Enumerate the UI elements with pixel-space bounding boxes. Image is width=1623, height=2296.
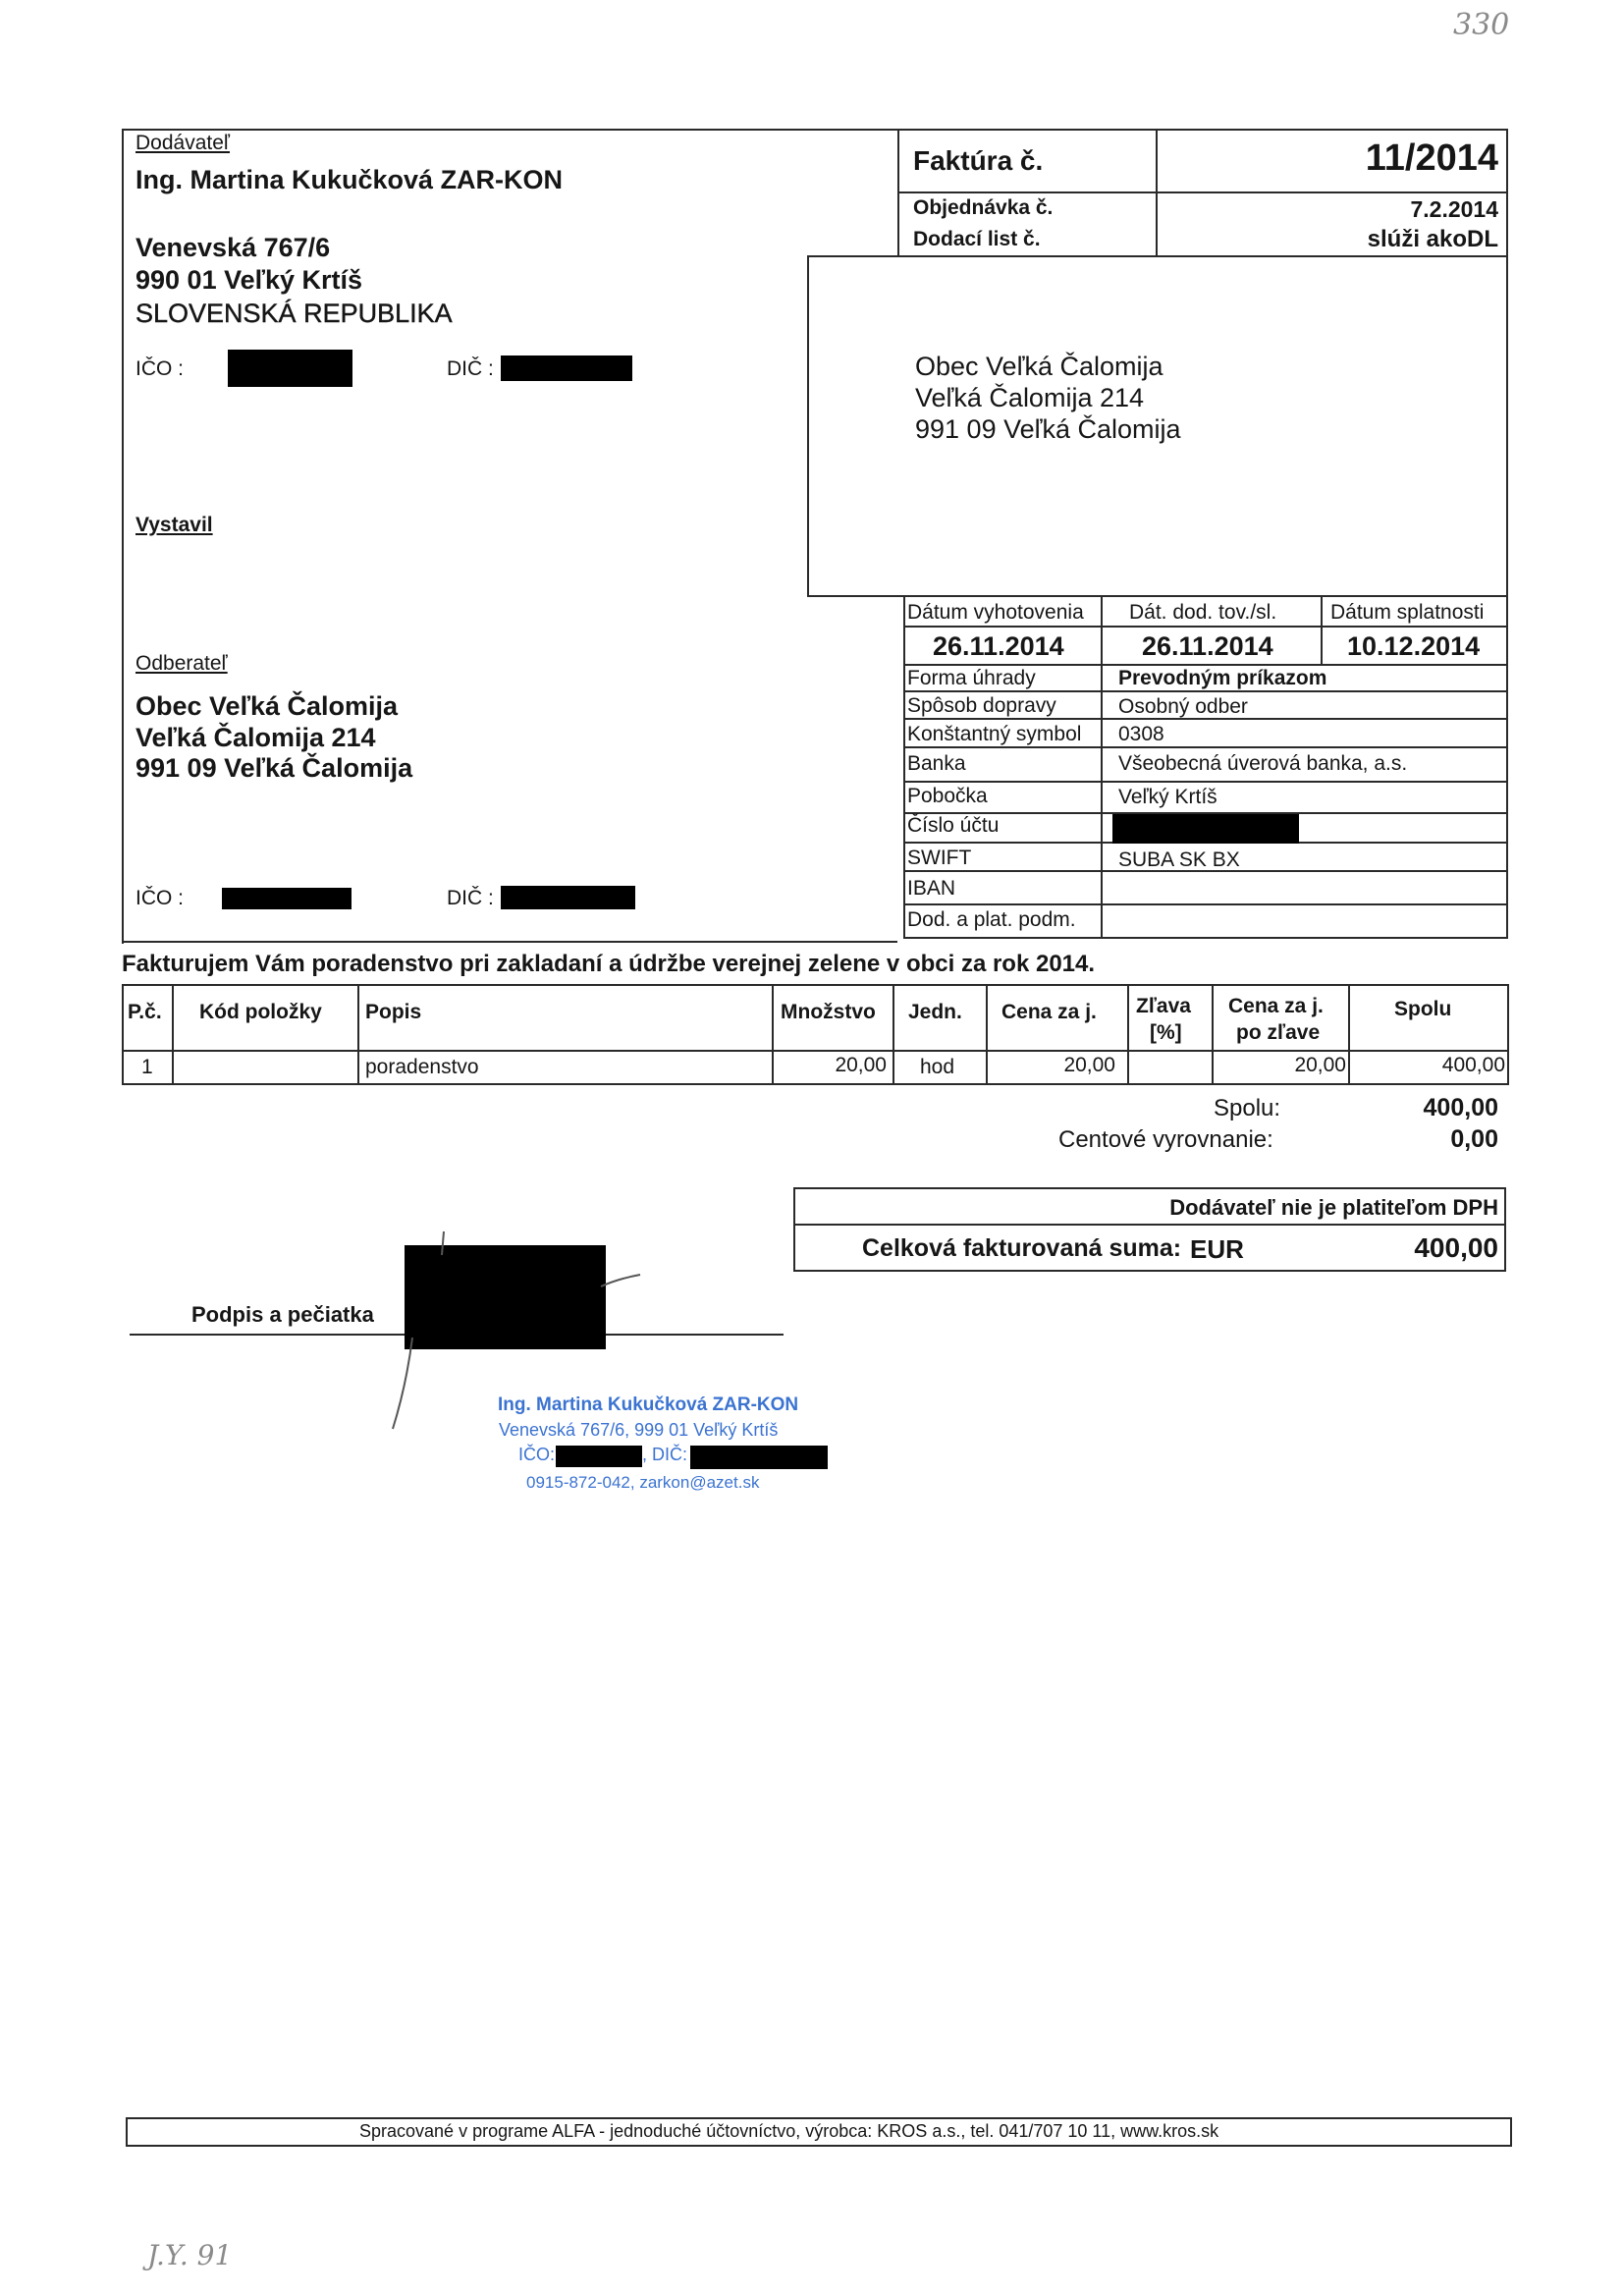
rounding-label: Centové vyrovnanie:: [1058, 1126, 1273, 1153]
invoice-intro-text: Fakturujem Vám poradenstvo pri zakladaní a údržbe verejnej zelene v obci za rok 2014.: [122, 951, 1096, 977]
row-price: 20,00: [1063, 1054, 1115, 1076]
customer-heading: Odberateľ: [135, 652, 228, 675]
branch-value: Veľký Krtíš: [1118, 786, 1217, 808]
recipient-line-1: Obec Veľká Čalomija: [915, 352, 1163, 381]
recipient-line-3: 991 09 Veľká Čalomija: [915, 414, 1181, 444]
signature-label: Podpis a pečiatka: [191, 1302, 374, 1327]
col-header-price-after: Cena za j.: [1228, 995, 1324, 1017]
customer-line-3: 991 09 Veľká Čalomija: [135, 753, 413, 783]
total-currency: EUR: [1190, 1234, 1244, 1264]
bank-label: Banka: [907, 752, 966, 775]
footer-box: [126, 2117, 1512, 2147]
row-price-after: 20,00: [1294, 1054, 1346, 1076]
customer-line-1: Obec Veľká Čalomija: [135, 691, 399, 721]
swift-label: SWIFT: [907, 847, 972, 869]
vat-note: Dodávateľ nie je platiteľom DPH: [1169, 1195, 1498, 1220]
due-date-label: Dátum splatnosti: [1330, 601, 1485, 624]
invoice-title-label: Faktúra č.: [913, 145, 1044, 176]
branch-label: Pobočka: [907, 785, 988, 807]
col-header-desc: Popis: [365, 1001, 422, 1023]
supplier-name: Ing. Martina Kukučková ZAR-KON: [135, 165, 564, 194]
transport-value: Osobný odber: [1118, 695, 1248, 718]
col-header-unit: Jedn.: [908, 1001, 962, 1023]
customer-ico-label: IČO :: [135, 887, 185, 909]
account-number-redaction: [1112, 814, 1299, 844]
payment-form-value: Prevodným príkazom: [1118, 667, 1327, 689]
stamp-line-1: Ing. Martina Kukučková ZAR-KON: [498, 1394, 799, 1415]
terms-label: Dod. a plat. podm.: [907, 908, 1076, 931]
customer-dic-redaction: [501, 886, 635, 909]
delivery-note-label: Dodací list č.: [913, 228, 1041, 250]
supplier-street: Venevská 767/6: [135, 233, 331, 262]
stamp-ico-label: IČO:: [518, 1445, 556, 1464]
summary-box: [793, 1187, 1506, 1272]
account-number-label: Číslo účtu: [907, 814, 1000, 837]
col-header-price: Cena za j.: [1001, 1001, 1097, 1023]
issued-by-label: Vystavil: [135, 514, 213, 536]
constant-symbol-value: 0308: [1118, 723, 1164, 745]
issue-date-label: Dátum vyhotovenia: [907, 601, 1084, 624]
total-amount-label: Celková fakturovaná suma:: [862, 1234, 1182, 1262]
stamp-dic-redaction: [690, 1446, 828, 1469]
swift-value: SUBA SK BX: [1118, 848, 1240, 871]
delivery-date-value: 26.11.2014: [1142, 631, 1273, 661]
row-desc: poradenstvo: [365, 1056, 479, 1078]
stamp-dic-label: , DIČ:: [642, 1445, 688, 1464]
supplier-dic-label: DIČ :: [447, 357, 494, 380]
invoice-number: 11/2014: [1365, 137, 1498, 179]
row-unit: hod: [920, 1056, 955, 1078]
constant-symbol-label: Konštantný symbol: [907, 723, 1082, 745]
handwritten-page-number: 330: [1453, 8, 1510, 42]
delivery-note-value: slúži akoDL: [1367, 226, 1498, 252]
sum-label: Spolu:: [1214, 1095, 1281, 1121]
stamp-ico-redaction: [556, 1446, 642, 1467]
supplier-dic-redaction: [501, 355, 632, 381]
col-header-qty: Množstvo: [781, 1001, 876, 1023]
total-amount-value: 400,00: [1414, 1232, 1498, 1263]
stamp-line-2: Venevská 767/6, 999 01 Veľký Krtíš: [499, 1420, 779, 1440]
supplier-ico-label: IČO :: [135, 357, 185, 380]
footer-text: Spracované v programe ALFA - jednoduché účtovníctvo, výrobca: KROS a.s., tel. 041/707 10 11, www.kros.sk: [359, 2121, 1219, 2141]
col-header-pc: P.č.: [128, 1001, 162, 1023]
customer-ico-redaction: [222, 888, 352, 909]
recipient-address-box: [807, 255, 1508, 597]
col-header-total: Spolu: [1394, 998, 1452, 1020]
supplier-city: 990 01 Veľký Krtíš: [135, 265, 363, 295]
order-label: Objednávka č.: [913, 196, 1054, 219]
customer-dic-label: DIČ :: [447, 887, 494, 909]
stamp-contact: 0915-872-042, zarkon@azet.sk: [526, 1473, 760, 1492]
issue-date-value: 26.11.2014: [933, 631, 1064, 661]
rounding-value: 0,00: [1450, 1125, 1498, 1153]
due-date-value: 10.12.2014: [1347, 631, 1481, 661]
payment-form-label: Forma úhrady: [907, 667, 1036, 689]
col-header-price-after-2: po zľave: [1236, 1021, 1321, 1044]
delivery-date-label: Dát. dod. tov./sl.: [1129, 601, 1277, 624]
col-header-code: Kód položky: [199, 1001, 322, 1023]
iban-label: IBAN: [907, 877, 956, 900]
supplier-heading: Dodávateľ: [135, 132, 231, 154]
row-qty: 20,00: [835, 1054, 887, 1076]
handwritten-note: J.Y. 91: [147, 2239, 233, 2271]
customer-line-2: Veľká Čalomija 214: [135, 723, 376, 752]
row-total: 400,00: [1441, 1054, 1505, 1076]
bank-value: Všeobecná úverová banka, a.s.: [1118, 752, 1408, 775]
sum-value: 400,00: [1423, 1094, 1498, 1121]
row-pc: 1: [141, 1056, 153, 1078]
order-value: 7.2.2014: [1410, 196, 1498, 222]
col-header-discount-unit: [%]: [1150, 1021, 1182, 1044]
supplier-ico-redaction: [228, 350, 352, 387]
transport-label: Spôsob dopravy: [907, 694, 1056, 717]
col-header-discount: Zľava: [1136, 995, 1191, 1017]
recipient-line-2: Veľká Čalomija 214: [915, 383, 1145, 412]
supplier-country: SLOVENSKÁ REPUBLIKA: [135, 299, 453, 328]
